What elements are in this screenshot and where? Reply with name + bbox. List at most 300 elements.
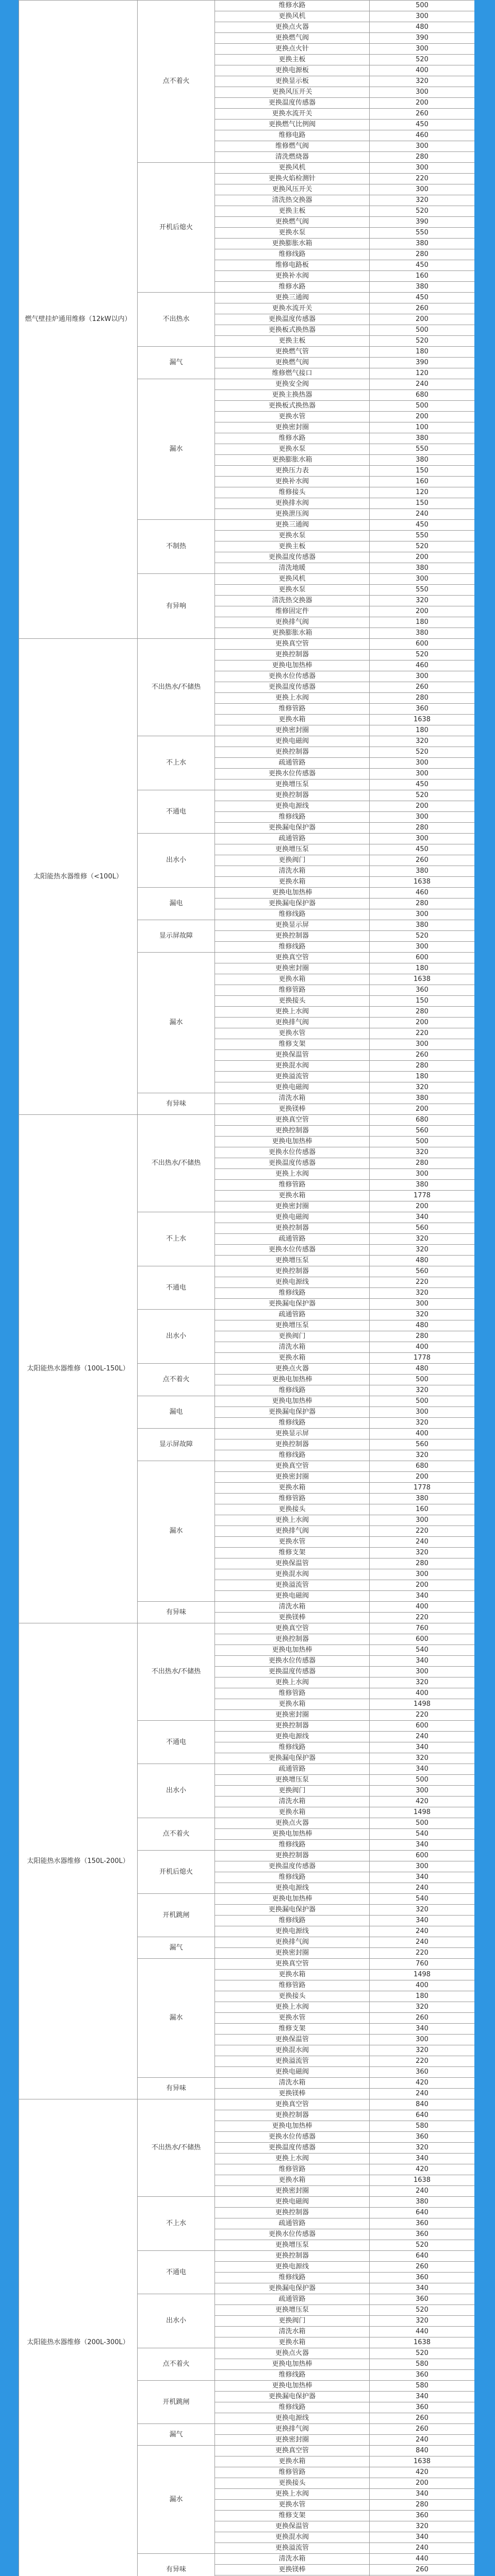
repair-item-cell: 更换补水阀 xyxy=(215,271,370,282)
price-cell: 320 xyxy=(370,1310,475,1320)
repair-item-cell: 更换控制器 xyxy=(215,931,370,942)
repair-item-cell: 更换点火针 xyxy=(215,44,370,55)
price-cell: 300 xyxy=(370,141,475,152)
price-cell: 360 xyxy=(370,2511,475,2521)
price-cell: 300 xyxy=(370,1515,475,1526)
price-cell: 300 xyxy=(370,1169,475,1180)
fault-cell: 有异味 xyxy=(138,1093,215,1115)
repair-item-cell: 更换水泵 xyxy=(215,585,370,596)
fault-cell: 漏水 xyxy=(138,1461,215,1602)
price-cell: 1778 xyxy=(370,1191,475,1201)
price-cell: 380 xyxy=(370,239,475,249)
price-cell: 500 xyxy=(370,1,475,11)
repair-item-cell: 更换板式换热器 xyxy=(215,325,370,336)
repair-item-cell: 更换显示屏 xyxy=(215,1429,370,1439)
repair-item-cell: 更换控制器 xyxy=(215,2251,370,2262)
price-cell: 500 xyxy=(370,1137,475,1147)
repair-item-cell: 更换控制器 xyxy=(215,1721,370,1732)
price-cell: 320 xyxy=(370,596,475,606)
price-cell: 380 xyxy=(370,455,475,466)
repair-item-cell: 更换保温管 xyxy=(215,2035,370,2045)
repair-item-cell: 清洗水箱 xyxy=(215,2327,370,2337)
price-cell: 480 xyxy=(370,22,475,33)
price-cell: 520 xyxy=(370,747,475,758)
category-cell: 燃气壁挂炉通用维修（12kW以内） xyxy=(19,1,138,639)
repair-item-cell: 更换点火器 xyxy=(215,1818,370,1829)
price-cell: 320 xyxy=(370,1245,475,1256)
category-cell: 太阳能热水器维修（<100L） xyxy=(19,639,138,1115)
price-cell: 160 xyxy=(370,477,475,487)
repair-item-cell: 更换密封圈 xyxy=(215,1710,370,1721)
repair-item-cell: 维修支架 xyxy=(215,2511,370,2521)
price-cell: 520 xyxy=(370,650,475,660)
repair-item-cell: 更换燃气阀 xyxy=(215,33,370,44)
price-cell: 360 xyxy=(370,2067,475,2078)
price-cell: 100 xyxy=(370,422,475,433)
repair-item-cell: 更换显示屏 xyxy=(215,920,370,931)
repair-item-cell: 更换漏电保护器 xyxy=(215,1407,370,1418)
price-cell: 380 xyxy=(370,1093,475,1104)
fault-cell: 漏水 xyxy=(138,379,215,520)
fault-cell: 开机跳闸 xyxy=(138,1894,215,1937)
repair-item-cell: 更换排气阀 xyxy=(215,617,370,628)
repair-item-cell: 更换接头 xyxy=(215,2478,370,2489)
price-cell: 340 xyxy=(370,1742,475,1753)
repair-item-cell: 更换电源板 xyxy=(215,65,370,76)
price-cell: 460 xyxy=(370,130,475,141)
price-cell: 320 xyxy=(370,2521,475,2532)
repair-item-cell: 更换温度传感器 xyxy=(215,98,370,109)
repair-item-cell: 更换漏电保护器 xyxy=(215,823,370,834)
price-cell: 200 xyxy=(370,1580,475,1591)
repair-item-cell: 更换上水阀 xyxy=(215,1169,370,1180)
fault-cell: 点不着火 xyxy=(138,1,215,163)
repair-item-cell: 更换风压开关 xyxy=(215,87,370,98)
price-cell: 280 xyxy=(370,2500,475,2511)
repair-item-cell: 维修线路 xyxy=(215,2370,370,2381)
price-cell: 390 xyxy=(370,217,475,228)
fault-cell: 不出热水/不储热 xyxy=(138,639,215,736)
repair-item-cell: 更换水管 xyxy=(215,2013,370,2024)
repair-item-cell: 疏通管路 xyxy=(215,1764,370,1775)
repair-item-cell: 更换控制器 xyxy=(215,1851,370,1861)
price-cell: 300 xyxy=(370,1786,475,1797)
repair-item-cell: 更换点火器 xyxy=(215,22,370,33)
repair-item-cell: 维修线路 xyxy=(215,1385,370,1396)
fault-cell: 点不着火 xyxy=(138,2348,215,2381)
repair-item-cell: 更换密封圈 xyxy=(215,1201,370,1212)
repair-item-cell: 维修线路 xyxy=(215,2273,370,2283)
repair-item-cell: 更换电加热棒 xyxy=(215,660,370,671)
repair-item-cell: 维修管路 xyxy=(215,985,370,996)
repair-item-cell: 更换上水阀 xyxy=(215,693,370,704)
repair-item-cell: 更换上水阀 xyxy=(215,1007,370,1018)
price-cell: 240 xyxy=(370,2543,475,2554)
repair-item-cell: 更换显示板 xyxy=(215,76,370,87)
price-cell: 320 xyxy=(370,1147,475,1158)
repair-item-cell: 更换电源线 xyxy=(215,2262,370,2273)
repair-item-cell: 更换漏电保护器 xyxy=(215,899,370,909)
price-cell: 300 xyxy=(370,671,475,682)
repair-item-cell: 更换增压泵 xyxy=(215,2305,370,2316)
repair-item-cell: 维修线路 xyxy=(215,1872,370,1883)
repair-item-cell: 更换主板 xyxy=(215,541,370,552)
repair-item-cell: 更换控制器 xyxy=(215,1266,370,1277)
price-cell: 400 xyxy=(370,1688,475,1699)
table-row xyxy=(19,2099,475,2110)
price-cell: 220 xyxy=(370,1526,475,1537)
price-cell: 760 xyxy=(370,1623,475,1634)
repair-item-cell: 更换混水阀 xyxy=(215,1569,370,1580)
price-cell: 320 xyxy=(370,1677,475,1688)
price-cell: 560 xyxy=(370,1266,475,1277)
fault-cell: 开机后熄火 xyxy=(138,163,215,293)
price-cell: 680 xyxy=(370,1115,475,1126)
repair-item-cell: 更换漏电保护器 xyxy=(215,1299,370,1310)
repair-item-cell: 维修电路 xyxy=(215,130,370,141)
repair-item-cell: 疏通管路 xyxy=(215,1234,370,1245)
price-cell: 200 xyxy=(370,801,475,812)
repair-item-cell: 更换混水阀 xyxy=(215,2532,370,2543)
price-cell: 220 xyxy=(370,1028,475,1039)
repair-item-cell: 更换密封圈 xyxy=(215,2435,370,2446)
repair-item-cell: 更换真空管 xyxy=(215,639,370,650)
repair-item-cell: 更换密封圈 xyxy=(215,1948,370,1959)
repair-item-cell: 更换压力表 xyxy=(215,466,370,477)
price-cell: 240 xyxy=(370,2435,475,2446)
fault-cell: 有异味 xyxy=(138,2554,215,2576)
repair-item-cell: 维修线路 xyxy=(215,1450,370,1461)
price-cell: 1498 xyxy=(370,1807,475,1818)
price-cell: 450 xyxy=(370,844,475,855)
repair-item-cell: 更换漏电保护器 xyxy=(215,1905,370,1916)
price-cell: 300 xyxy=(370,1039,475,1050)
price-cell: 400 xyxy=(370,1429,475,1439)
repair-item-cell: 更换上水阀 xyxy=(215,2154,370,2164)
price-cell: 340 xyxy=(370,2024,475,2035)
repair-item-cell: 更换温度传感器 xyxy=(215,552,370,563)
price-cell: 220 xyxy=(370,1948,475,1959)
price-cell: 320 xyxy=(370,1385,475,1396)
price-cell: 380 xyxy=(370,920,475,931)
repair-item-cell: 更换水箱 xyxy=(215,1699,370,1710)
price-cell: 480 xyxy=(370,1256,475,1266)
price-cell: 300 xyxy=(370,834,475,844)
price-cell: 560 xyxy=(370,1223,475,1234)
price-cell: 180 xyxy=(370,963,475,974)
repair-item-cell: 清洗水箱 xyxy=(215,1797,370,1807)
price-cell: 300 xyxy=(370,1569,475,1580)
repair-item-cell: 更换水箱 xyxy=(215,715,370,725)
price-cell: 520 xyxy=(370,206,475,217)
price-cell: 340 xyxy=(370,2532,475,2543)
repair-item-cell: 更换泄压阀 xyxy=(215,509,370,520)
price-cell: 500 xyxy=(370,325,475,336)
repair-item-cell: 更换密封圈 xyxy=(215,963,370,974)
price-cell: 340 xyxy=(370,2283,475,2294)
price-cell: 360 xyxy=(370,2370,475,2381)
repair-item-cell: 更换阀门 xyxy=(215,1786,370,1797)
price-cell: 320 xyxy=(370,1082,475,1093)
repair-item-cell: 更换水箱 xyxy=(215,1483,370,1494)
price-cell: 580 xyxy=(370,2121,475,2132)
price-cell: 200 xyxy=(370,552,475,563)
price-cell: 390 xyxy=(370,358,475,368)
price-cell: 200 xyxy=(370,412,475,422)
repair-item-cell: 清洗水箱 xyxy=(215,2554,370,2565)
repair-item-cell: 更换电源线 xyxy=(215,1883,370,1894)
price-cell: 240 xyxy=(370,1537,475,1548)
price-cell: 340 xyxy=(370,1212,475,1223)
repair-item-cell: 清洗燃烧器 xyxy=(215,152,370,163)
repair-item-cell: 更换电加热棒 xyxy=(215,1645,370,1656)
fault-cell: 漏电 xyxy=(138,888,215,920)
repair-item-cell: 更换接头 xyxy=(215,996,370,1007)
repair-item-cell: 更换水管 xyxy=(215,1537,370,1548)
repair-item-cell: 维修支架 xyxy=(215,1039,370,1050)
price-cell: 1638 xyxy=(370,2456,475,2467)
price-cell: 280 xyxy=(370,1558,475,1569)
repair-item-cell: 更换燃气阀 xyxy=(215,358,370,368)
repair-item-cell: 疏通管路 xyxy=(215,1310,370,1320)
repair-item-cell: 更换电加热棒 xyxy=(215,1829,370,1840)
price-cell: 260 xyxy=(370,303,475,314)
repair-item-cell: 更换真空管 xyxy=(215,1115,370,1126)
price-cell: 180 xyxy=(370,1072,475,1082)
repair-item-cell: 更换增压泵 xyxy=(215,779,370,790)
repair-item-cell: 更换增压泵 xyxy=(215,2240,370,2251)
price-cell: 150 xyxy=(370,498,475,509)
repair-item-cell: 更换真空管 xyxy=(215,1959,370,1970)
price-cell: 450 xyxy=(370,260,475,271)
price-cell: 260 xyxy=(370,109,475,120)
price-cell: 300 xyxy=(370,163,475,174)
price-cell: 320 xyxy=(370,1418,475,1429)
price-cell: 320 xyxy=(370,76,475,87)
price-cell: 340 xyxy=(370,1591,475,1602)
price-cell: 260 xyxy=(370,855,475,866)
fault-cell: 出水小 xyxy=(138,1764,215,1818)
repair-item-cell: 维修支架 xyxy=(215,1548,370,1558)
price-cell: 420 xyxy=(370,2164,475,2175)
repair-item-cell: 更换漏电保护器 xyxy=(215,2283,370,2294)
price-cell: 320 xyxy=(370,1905,475,1916)
price-cell: 260 xyxy=(370,2013,475,2024)
price-cell: 420 xyxy=(370,2078,475,2089)
fault-cell: 漏气 xyxy=(138,2424,215,2446)
price-cell: 480 xyxy=(370,1320,475,1331)
price-cell: 300 xyxy=(370,1861,475,1872)
price-cell: 640 xyxy=(370,2251,475,2262)
price-cell: 280 xyxy=(370,1158,475,1169)
price-cell: 320 xyxy=(370,195,475,206)
repair-item-cell: 更换水箱 xyxy=(215,877,370,888)
price-cell: 280 xyxy=(370,152,475,163)
repair-item-cell: 更换水位传感器 xyxy=(215,769,370,779)
repair-item-cell: 更换主换热器 xyxy=(215,390,370,401)
price-cell: 320 xyxy=(370,2045,475,2056)
repair-item-cell: 更换真空管 xyxy=(215,2099,370,2110)
repair-item-cell: 更换上水阀 xyxy=(215,1515,370,1526)
repair-item-cell: 更换电加热棒 xyxy=(215,888,370,899)
price-cell: 260 xyxy=(370,2413,475,2424)
price-cell: 150 xyxy=(370,996,475,1007)
repair-item-cell: 更换主板 xyxy=(215,55,370,65)
price-cell: 840 xyxy=(370,2446,475,2456)
price-cell: 1638 xyxy=(370,2175,475,2186)
price-cell: 300 xyxy=(370,87,475,98)
fault-cell: 开机跳闸 xyxy=(138,2381,215,2424)
repair-item-cell: 更换增压泵 xyxy=(215,1320,370,1331)
price-cell: 320 xyxy=(370,1548,475,1558)
price-cell: 360 xyxy=(370,2229,475,2240)
price-cell: 200 xyxy=(370,98,475,109)
repair-item-cell: 更换主板 xyxy=(215,336,370,347)
price-cell: 500 xyxy=(370,1375,475,1385)
repair-item-cell: 维修燃气接口 xyxy=(215,368,370,379)
price-cell: 160 xyxy=(370,271,475,282)
price-cell: 240 xyxy=(370,379,475,390)
price-cell: 320 xyxy=(370,2143,475,2154)
price-cell: 340 xyxy=(370,2154,475,2164)
price-cell: 680 xyxy=(370,390,475,401)
price-cell: 380 xyxy=(370,1494,475,1504)
repair-item-cell: 更换真空管 xyxy=(215,2446,370,2456)
repair-item-cell: 维修支架 xyxy=(215,2024,370,2035)
fault-cell: 漏水 xyxy=(138,953,215,1093)
price-cell: 580 xyxy=(370,2359,475,2370)
price-cell: 320 xyxy=(370,1234,475,1245)
repair-item-cell: 维修管路 xyxy=(215,1688,370,1699)
price-cell: 460 xyxy=(370,660,475,671)
repair-item-cell: 更换接头 xyxy=(215,1504,370,1515)
price-cell: 760 xyxy=(370,1959,475,1970)
price-cell: 520 xyxy=(370,790,475,801)
repair-item-cell: 更换保温管 xyxy=(215,1558,370,1569)
repair-item-cell: 更换混水阀 xyxy=(215,2045,370,2056)
price-cell: 200 xyxy=(370,606,475,617)
repair-item-cell: 更换风机 xyxy=(215,163,370,174)
price-cell: 220 xyxy=(370,1710,475,1721)
repair-item-cell: 疏通管路 xyxy=(215,834,370,844)
repair-item-cell: 更换增压泵 xyxy=(215,1256,370,1266)
repair-item-cell: 更换控制器 xyxy=(215,1439,370,1450)
repair-item-cell: 维修线路 xyxy=(215,1418,370,1429)
repair-item-cell: 更换水流开关 xyxy=(215,303,370,314)
price-cell: 680 xyxy=(370,1461,475,1472)
repair-item-cell: 更换密封圈 xyxy=(215,2186,370,2197)
repair-item-cell: 更换漏电保护器 xyxy=(215,1753,370,1764)
price-cell: 600 xyxy=(370,1851,475,1861)
repair-item-cell: 更换温度传感器 xyxy=(215,314,370,325)
fault-cell: 出水小 xyxy=(138,834,215,888)
price-cell: 200 xyxy=(370,314,475,325)
repair-item-cell: 更换真空管 xyxy=(215,1623,370,1634)
fault-cell: 不通电 xyxy=(138,790,215,834)
repair-item-cell: 维修接头 xyxy=(215,487,370,498)
price-cell: 300 xyxy=(370,909,475,920)
repair-item-cell: 更换控制器 xyxy=(215,2208,370,2218)
price-cell: 160 xyxy=(370,1504,475,1515)
price-cell: 340 xyxy=(370,1656,475,1667)
repair-item-cell: 更换电源线 xyxy=(215,1277,370,1288)
repair-item-cell: 更换安全阀 xyxy=(215,379,370,390)
price-cell: 320 xyxy=(370,1450,475,1461)
price-cell: 450 xyxy=(370,779,475,790)
price-cell: 300 xyxy=(370,11,475,22)
price-cell: 380 xyxy=(370,2197,475,2208)
repair-item-cell: 维修水路 xyxy=(215,282,370,293)
price-cell: 540 xyxy=(370,1829,475,1840)
price-table-body xyxy=(19,1,475,2576)
price-cell: 220 xyxy=(370,174,475,184)
fault-cell: 不通电 xyxy=(138,1721,215,1764)
repair-item-cell: 更换电源线 xyxy=(215,801,370,812)
price-cell: 200 xyxy=(370,1201,475,1212)
repair-item-cell: 更换排水阀 xyxy=(215,498,370,509)
repair-item-cell: 维修管路 xyxy=(215,1494,370,1504)
repair-item-cell: 维修线路 xyxy=(215,2402,370,2413)
fault-cell: 开机后熄火 xyxy=(138,1851,215,1894)
repair-item-cell: 更换镁棒 xyxy=(215,1613,370,1623)
repair-item-cell: 更换接头 xyxy=(215,1991,370,2002)
price-cell: 500 xyxy=(370,1775,475,1786)
repair-item-cell: 维修管路 xyxy=(215,2164,370,2175)
price-cell: 300 xyxy=(370,574,475,585)
repair-item-cell: 更换膨胀水箱 xyxy=(215,239,370,249)
price-cell: 340 xyxy=(370,1840,475,1851)
repair-item-cell: 更换电加热棒 xyxy=(215,2381,370,2392)
repair-item-cell: 维修管路 xyxy=(215,1180,370,1191)
price-cell: 550 xyxy=(370,531,475,541)
repair-item-cell: 更换水泵 xyxy=(215,531,370,541)
repair-price-table xyxy=(19,0,474,2576)
repair-item-cell: 更换真空管 xyxy=(215,1461,370,1472)
repair-item-cell: 更换镁棒 xyxy=(215,2565,370,2575)
repair-item-cell: 更换混水阀 xyxy=(215,1061,370,1072)
repair-item-cell: 更换水流开关 xyxy=(215,109,370,120)
price-cell: 640 xyxy=(370,2208,475,2218)
fault-cell: 不出热水/不储热 xyxy=(138,2099,215,2197)
price-cell: 260 xyxy=(370,2424,475,2435)
repair-item-cell: 更换电源线 xyxy=(215,2413,370,2424)
price-cell: 560 xyxy=(370,1126,475,1137)
price-cell: 600 xyxy=(370,1721,475,1732)
price-cell: 320 xyxy=(370,2002,475,2013)
fault-cell: 不出热水/不储热 xyxy=(138,1115,215,1212)
price-cell: 260 xyxy=(370,2565,475,2575)
repair-item-cell: 维修线路 xyxy=(215,1288,370,1299)
price-cell: 1778 xyxy=(370,1483,475,1494)
repair-item-cell: 更换水箱 xyxy=(215,1353,370,1364)
fault-cell: 不制热 xyxy=(138,520,215,574)
repair-item-cell: 维修线路 xyxy=(215,909,370,920)
price-cell: 520 xyxy=(370,55,475,65)
price-cell: 450 xyxy=(370,293,475,303)
price-cell: 300 xyxy=(370,184,475,195)
fault-cell: 漏气 xyxy=(138,347,215,379)
repair-item-cell: 疏通管路 xyxy=(215,2218,370,2229)
repair-item-cell: 更换电磁阀 xyxy=(215,736,370,747)
repair-item-cell: 更换电源线 xyxy=(215,1926,370,1937)
repair-item-cell: 清洗地暖 xyxy=(215,563,370,574)
price-cell: 400 xyxy=(370,1602,475,1613)
price-cell: 380 xyxy=(370,433,475,444)
price-cell: 400 xyxy=(370,65,475,76)
repair-item-cell: 更换点火器 xyxy=(215,1364,370,1375)
category-cell: 太阳能热水器维修（100L-150L） xyxy=(19,1115,138,1623)
price-cell: 380 xyxy=(370,1180,475,1191)
